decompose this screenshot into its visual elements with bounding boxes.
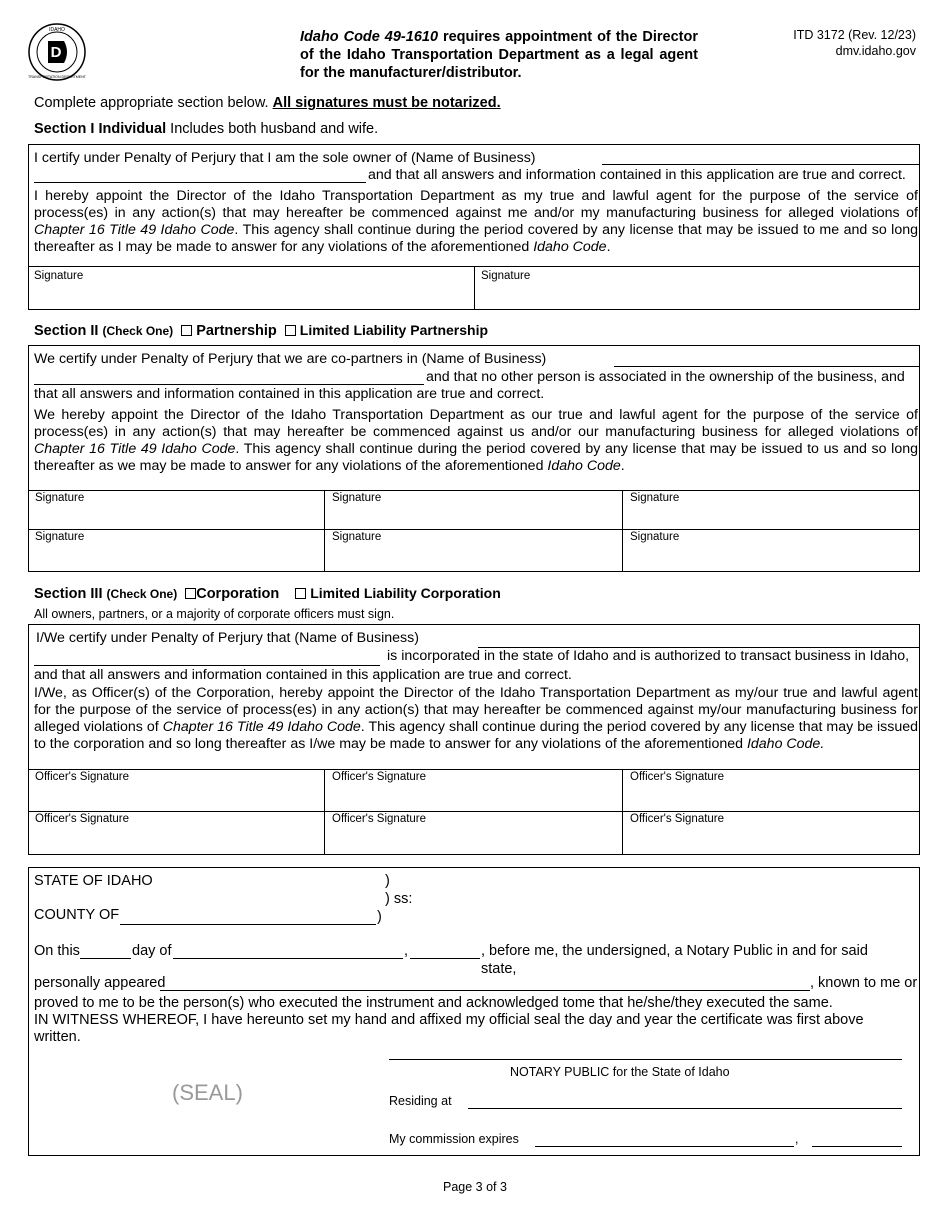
s1-appoint-end: .: [606, 239, 611, 255]
section2-certify-c: that all answers and information contained in this application are true and correct.: [34, 386, 545, 402]
section1-subtitle: Includes both husband and wife.: [166, 121, 379, 137]
section2-heading: Section II: [34, 323, 99, 339]
section3-check-one: (Check One): [106, 587, 178, 601]
s3-appoint-1: I/We, as Officer(s) of the Corporation, hereby appoint the Director of the Idaho Transportation Department as my/our true and lawful agent for the purpose of the service of process(es) in any action(s) that may hereafter be commenced against my/our manufacturing business for alleged violations of: [34, 685, 918, 735]
corporation-label: Corporation: [196, 586, 280, 602]
notary-seal: (SEAL): [172, 1080, 243, 1105]
s2-appoint-1: We hereby appoint the Director of the Idaho Transportation Department as our true and lawful agent for the purpose of the service of process(es) in any action(s) that may hereafter be commenced against us and/or our manufacturing business for alleged violations of: [34, 407, 918, 440]
section3-col-divider-1: [324, 769, 325, 855]
section1-business-name-field-2[interactable]: [34, 167, 366, 183]
section2-sig-divider: [28, 490, 920, 491]
notary-residing-field[interactable]: [468, 1093, 902, 1109]
notary-day-field[interactable]: [80, 943, 131, 959]
section3-officer-signature-2[interactable]: Officer's Signature: [332, 771, 427, 783]
section1-signature-1[interactable]: Signature: [28, 266, 474, 310]
intro-bold: All signatures must be notarized.: [272, 95, 501, 111]
svg-text:TRANSPORTATION DEPARTMENT: TRANSPORTATION DEPARTMENT: [28, 75, 86, 79]
partnership-checkbox[interactable]: [181, 325, 192, 336]
section2-business-name-field[interactable]: [614, 351, 919, 367]
notary-year-field[interactable]: [410, 943, 480, 959]
notary-proved: proved to me to be the person(s) who executed the instrument and acknowledged tome that he/she/they executed the same.: [34, 995, 833, 1011]
s3-appoint-code: Chapter 16 Title 49 Idaho Code: [162, 719, 361, 735]
section2-check-one: (Check One): [102, 324, 174, 338]
notary-on-this: On this: [34, 943, 80, 959]
s3-appoint-code2: Idaho Code.: [746, 736, 825, 752]
s2-appoint-code2: Idaho Code: [547, 458, 621, 474]
section2-sig-divider-2: [28, 529, 920, 530]
section3-note: All owners, partners, or a majority of corporate officers must sign.: [34, 607, 395, 621]
page-number: Page 3 of 3: [443, 1180, 507, 1194]
intro-text: Complete appropriate section below.: [34, 95, 269, 111]
notary-person-field[interactable]: [160, 975, 810, 991]
section3-business-name-field[interactable]: [478, 632, 919, 648]
section2-col-divider-2: [622, 490, 623, 572]
itd-logo: [27, 22, 87, 82]
notary-residing-label: Residing at: [389, 1094, 452, 1108]
section3-title: [34, 585, 501, 602]
section1-appoint: [34, 188, 918, 256]
section1-heading: Section I Individual: [34, 121, 167, 137]
section3-col-divider-2: [622, 769, 623, 855]
notary-state: STATE OF IDAHO: [34, 873, 153, 889]
section2-certify-a: We certify under Penalty of Perjury that we are co-partners in (Name of Business): [34, 351, 547, 367]
section3-certify-b: is incorporated in the state of Idaho and is authorized to transact business in Idaho,: [387, 648, 910, 664]
section2-appoint: [34, 407, 918, 475]
header-statement: [300, 28, 698, 82]
section3-appoint: [34, 685, 918, 753]
s2-appoint-end: .: [620, 458, 625, 474]
section1-business-name-field[interactable]: [602, 149, 919, 165]
header-code: Idaho Code 49-1610: [300, 29, 439, 45]
section2-col-divider-1: [324, 490, 325, 572]
section2-signature-1[interactable]: Signature: [35, 492, 85, 504]
section2-signature-4[interactable]: Signature: [35, 531, 85, 543]
corporation-checkbox[interactable]: [185, 588, 196, 599]
notary-paren-3: ): [377, 909, 382, 925]
notary-commission-date-field[interactable]: [535, 1131, 794, 1147]
notary-state-word: state,: [481, 961, 517, 977]
notary-comma: ,: [404, 943, 409, 959]
s2-appoint-2: . This agency shall continue during the period covered by any license that may be issued to us and so long thereafter as we may be made to answer for any violations of the aforementioned: [34, 441, 918, 474]
notary-known: , known to me or: [810, 975, 918, 991]
section1-signature-2[interactable]: Signature: [474, 266, 920, 310]
svg-text:D: D: [50, 44, 62, 61]
s1-appoint-code2: Idaho Code: [533, 239, 607, 255]
s2-appoint-code: Chapter 16 Title 49 Idaho Code: [34, 441, 236, 457]
form-number: ITD 3172 (Rev. 12/23): [793, 28, 916, 42]
notary-commission-year-field[interactable]: [812, 1131, 902, 1147]
form-info: [760, 27, 916, 59]
section1-title: [34, 121, 378, 137]
section3-heading: Section III: [34, 586, 103, 602]
section2-certify-b: and that no other person is associated in the ownership of the business, and: [426, 369, 905, 385]
svg-text:IDAHO: IDAHO: [49, 27, 65, 33]
notary-before-me: , before me, the undersigned, a Notary Public in and for said: [481, 943, 868, 959]
section2-signature-3[interactable]: Signature: [630, 492, 680, 504]
llp-checkbox[interactable]: [285, 325, 296, 336]
s1-appoint-2: . This agency shall continue during the period covered by any license that may be issued to me and so long thereafter as I may be made to answer for any violations of the aforementioned: [34, 222, 918, 255]
notary-county-field[interactable]: [120, 909, 376, 925]
notary-day-of: day of: [132, 943, 172, 959]
intro-line: [34, 95, 501, 111]
section3-officer-signature-3[interactable]: Officer's Signature: [630, 771, 725, 783]
section2-business-name-field-2[interactable]: [34, 369, 424, 385]
notary-county-label: COUNTY OF: [34, 907, 120, 923]
section3-officer-signature-4[interactable]: Officer's Signature: [35, 813, 130, 825]
notary-commission-label: My commission expires: [389, 1132, 519, 1146]
s1-appoint-1: I hereby appoint the Director of the Idaho Transportation Department as my true and lawful agent for the purpose of the service of process(es) in any action(s) that may hereafter be commenced against me and/or my manufacturing business for alleged violations of: [34, 188, 918, 221]
section1-certify-b: and that all answers and information contained in this application are true and correct.: [368, 167, 906, 183]
notary-ss: ) ss:: [385, 891, 413, 907]
section3-sig-divider: [28, 769, 920, 770]
notary-personally: personally appeared: [34, 975, 166, 991]
notary-commission-comma: ,: [795, 1132, 799, 1146]
section2-signature-2[interactable]: Signature: [332, 492, 382, 504]
section3-officer-signature-5[interactable]: Officer's Signature: [332, 813, 427, 825]
llp-label: Limited Liability Partnership: [299, 322, 489, 338]
website: dmv.idaho.gov: [835, 44, 916, 58]
section2-signature-6[interactable]: Signature: [630, 531, 680, 543]
s3-appoint-2: . This agency shall continue during the period covered by any license that may be issued to the corporation and so long thereafter as I/we may be made to answer for any violations of the aforementioned: [34, 719, 918, 752]
llc-checkbox[interactable]: [295, 588, 306, 599]
notary-signature-line[interactable]: [389, 1059, 902, 1060]
llc-label: Limited Liability Corporation: [310, 585, 501, 601]
notary-witness: IN WITNESS WHEREOF, I have hereunto set my hand and affixed my official seal the day and year the certificate was first above written.: [34, 1012, 864, 1045]
partnership-label: Partnership: [196, 323, 277, 339]
notary-public-label: NOTARY PUBLIC for the State of Idaho: [510, 1065, 730, 1079]
section2-title: [34, 322, 488, 339]
section3-certify-c: and that all answers and information contained in this application are true and correct.: [34, 667, 572, 683]
section3-officer-signature-6[interactable]: Officer's Signature: [630, 813, 725, 825]
section3-sig-divider-2: [28, 811, 920, 812]
header-text: requires appointment of the Director of the Idaho Transportation Department as a legal agent for the manufacturer/distributor.: [300, 29, 698, 81]
section2-signature-5[interactable]: Signature: [332, 531, 382, 543]
notary-month-field[interactable]: [173, 943, 403, 959]
section3-business-name-field-2[interactable]: [34, 650, 380, 666]
s1-appoint-code: Chapter 16 Title 49 Idaho Code: [34, 222, 235, 238]
section3-certify-a: I/We certify under Penalty of Perjury that (Name of Business): [36, 630, 419, 646]
section1-certify-a: I certify under Penalty of Perjury that I am the sole owner of (Name of Business): [34, 150, 536, 166]
notary-paren-1: ): [385, 873, 390, 889]
section3-officer-signature-1[interactable]: Officer's Signature: [35, 771, 130, 783]
